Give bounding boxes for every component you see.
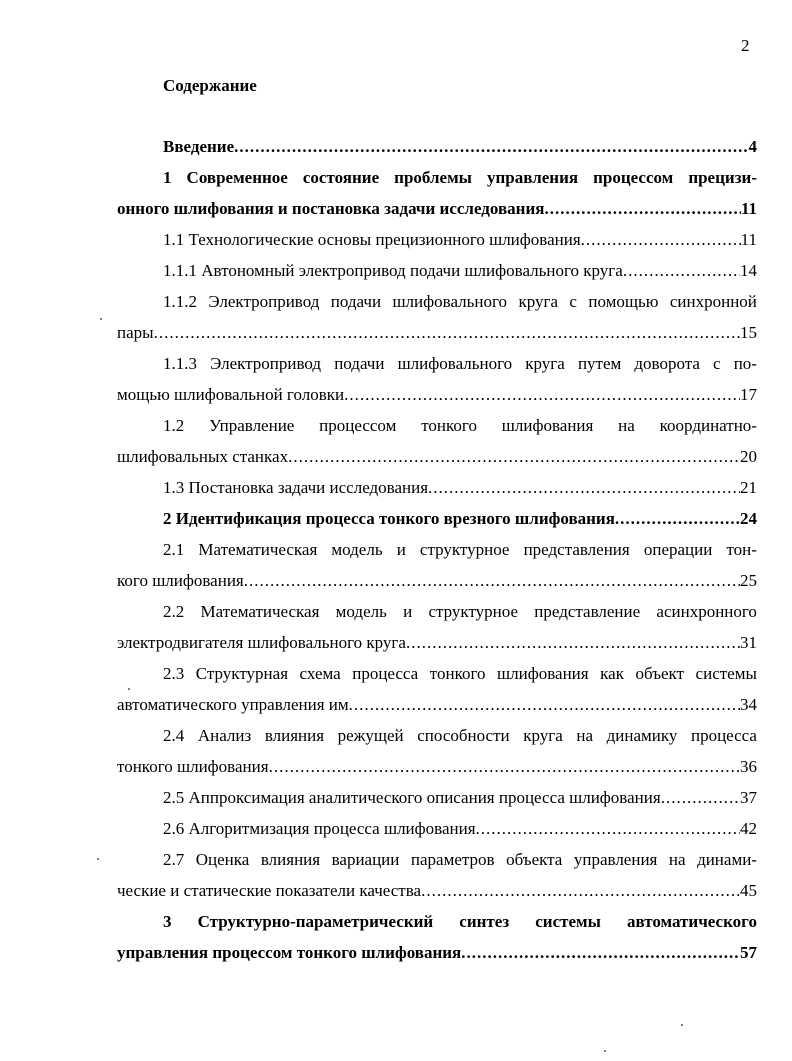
toc-word: Оценка [195, 850, 250, 869]
page-number: 2 [741, 36, 750, 55]
toc-word: на [618, 416, 635, 435]
toc-word: шлифования [501, 416, 594, 435]
toc-entry-title: 2.6 Алгоритмизация процесса шлифования [163, 819, 476, 838]
toc-page-number: 20 [740, 447, 757, 466]
toc-word: влияния [264, 726, 325, 745]
dot-leader [349, 693, 740, 717]
toc-entry-line [117, 848, 757, 872]
toc-entry-title: 1.1 Технологические основы прецизионного шлифования [163, 230, 581, 249]
toc-page-number: 11 [740, 199, 757, 218]
toc-page-number: 45 [740, 881, 757, 900]
toc-word: Современное [186, 168, 288, 187]
toc-word: координатно- [659, 416, 757, 435]
toc-word: доворота [634, 354, 700, 373]
toc-word: асинхронного [656, 602, 757, 621]
toc-entry-line [117, 321, 757, 345]
toc-page-number: 37 [740, 788, 757, 807]
toc-word: динамику [606, 726, 678, 745]
dot-leader [544, 197, 741, 221]
toc-word: 2.1 [163, 540, 185, 559]
toc-word: динами- [697, 850, 757, 869]
toc-entry-line [117, 755, 757, 779]
dot-leader [406, 631, 740, 655]
toc-word: 1.2 [163, 416, 185, 435]
toc-word: шлифовального [397, 354, 513, 373]
toc-entry-title: пары [117, 323, 154, 342]
scan-speck [100, 318, 102, 320]
toc-word: шлифовального [392, 292, 508, 311]
toc-word: синхронной [669, 292, 757, 311]
toc-entry-title: электродвигателя шлифовального круга [117, 633, 406, 652]
toc-word: влияния [260, 850, 321, 869]
toc-entry-line [117, 352, 757, 376]
toc-word: синтез [459, 912, 510, 931]
toc-entry-line [117, 290, 757, 314]
toc-entry-line [117, 879, 757, 903]
toc-word: путем [577, 354, 622, 373]
toc-page-number: 17 [740, 385, 757, 404]
toc-entry-line [117, 445, 757, 469]
toc-word: 2.2 [163, 602, 185, 621]
toc-page-number: 36 [740, 757, 757, 776]
toc-word: тонкого [421, 416, 477, 435]
scan-speck [97, 858, 99, 860]
toc-word: состояние [302, 168, 380, 187]
toc-entry-line [117, 724, 757, 748]
scan-speck [604, 1050, 606, 1052]
toc-entry-line [117, 197, 757, 221]
toc-page-number: 57 [740, 943, 757, 962]
toc-word: способности [417, 726, 510, 745]
toc-word: 1 [163, 168, 172, 187]
toc-word: представления [523, 540, 630, 559]
toc-page-number: 25 [740, 571, 757, 590]
toc-word: процесса [352, 664, 419, 683]
toc-word: круга [525, 354, 565, 373]
toc-entry-line [117, 786, 757, 810]
toc-entry-title: тонкого шлифования [117, 757, 269, 776]
toc-entry-line [117, 631, 757, 655]
toc-entry-line [117, 166, 757, 190]
toc-entry-line [117, 259, 757, 283]
dot-leader [615, 507, 740, 531]
toc-page-number: 14 [740, 261, 757, 280]
toc-entry-title: управления процессом тонкого шлифования [117, 943, 462, 962]
toc-entry-line [117, 414, 757, 438]
toc-word: и [396, 540, 406, 559]
toc-word: объекта [506, 850, 563, 869]
scan-speck [681, 1024, 683, 1026]
toc-word: параметров [410, 850, 495, 869]
toc-word: шлифования [497, 664, 589, 683]
toc-entry-title: ческие и статические показатели качества [117, 881, 422, 900]
toc-word: Структурно-параметрический [197, 912, 434, 931]
toc-word: Электропривод [208, 292, 320, 311]
toc-word: на [668, 850, 686, 869]
toc-word: помощью [588, 292, 659, 311]
toc-page-number: 11 [740, 230, 757, 249]
toc-entry-title: 2 Идентификация процесса тонкого врезного шлифования [163, 509, 615, 528]
toc-entry-title: кого шлифования [117, 571, 244, 590]
toc-word: прецизи- [688, 168, 757, 187]
toc-word: процесса [690, 726, 757, 745]
dot-leader [623, 259, 740, 283]
toc-entry-line [117, 135, 757, 159]
toc-word: по- [733, 354, 757, 373]
toc-entry-line [117, 507, 757, 531]
toc-word: структурное [419, 540, 510, 559]
toc-word: Анализ [197, 726, 252, 745]
toc-entry-line [117, 383, 757, 407]
toc-word: режущей [337, 726, 404, 745]
toc-word: 2.7 [163, 850, 185, 869]
toc-word: объект [635, 664, 685, 683]
toc-word: тонкого [429, 664, 486, 683]
toc-word: управления [573, 850, 658, 869]
toc-word: подачи [330, 292, 382, 311]
toc-word: Управление [209, 416, 295, 435]
toc-page-number: 31 [740, 633, 757, 652]
dot-leader [476, 817, 740, 841]
toc-word: Структурная [195, 664, 289, 683]
dot-leader [428, 476, 740, 500]
dot-leader [661, 786, 740, 810]
toc-entry-title: автоматического управления им [117, 695, 349, 714]
toc-word: управления [486, 168, 579, 187]
toc-heading: Содержание [163, 76, 257, 95]
toc-entry-line [117, 538, 757, 562]
toc-entry-title: Введение [163, 137, 235, 156]
toc-word: 1.1.3 [163, 354, 197, 373]
toc-word: системы [535, 912, 601, 931]
toc-word: Математическая [198, 540, 318, 559]
toc-word: и [403, 602, 413, 621]
toc-word: схема [299, 664, 341, 683]
toc-word: системы [695, 664, 757, 683]
toc-page-number: 15 [740, 323, 757, 342]
scan-speck [128, 688, 130, 690]
toc-entry-line [117, 662, 757, 686]
toc-word: модель [335, 602, 387, 621]
toc-word: тон- [726, 540, 757, 559]
toc-page-number: 21 [740, 478, 757, 497]
toc-entry-line [117, 941, 757, 965]
toc-word: Математическая [200, 602, 320, 621]
dot-leader [234, 135, 748, 159]
toc-entry-title: онного шлифования и постановка задачи исследования [117, 199, 545, 218]
toc-entry-title: 1.1.1 Автономный электропривод подачи шлифовального круга [163, 261, 623, 280]
toc-page-number: 24 [740, 509, 757, 528]
toc-word: процессом [593, 168, 674, 187]
toc-word: представление [534, 602, 641, 621]
toc-entry-line [117, 600, 757, 624]
dot-leader [154, 321, 740, 345]
toc-word: модель [331, 540, 383, 559]
toc-word: Электропривод [210, 354, 322, 373]
toc-word: операции [643, 540, 713, 559]
toc-word: как [600, 664, 624, 683]
toc-word: 1.1.2 [163, 292, 197, 311]
toc-word: 2.4 [163, 726, 185, 745]
dot-leader [269, 755, 740, 779]
toc-entry-line [117, 476, 757, 500]
toc-page-number: 34 [740, 695, 757, 714]
dot-leader [581, 228, 741, 252]
dot-leader [344, 383, 740, 407]
toc-word: на [576, 726, 594, 745]
dot-leader [288, 445, 740, 469]
toc-entry-line [117, 693, 757, 717]
toc-word: круга [523, 726, 563, 745]
toc-entry-line [117, 569, 757, 593]
toc-entry-title: 2.5 Аппроксимация аналитического описания процесса шлифования [163, 788, 661, 807]
toc-page-number: 42 [740, 819, 757, 838]
toc-entry-line [117, 228, 757, 252]
toc-word: подачи [334, 354, 385, 373]
toc-word: автоматического [626, 912, 757, 931]
toc-entry-title: шлифовальных станках [117, 447, 289, 466]
toc-word: круга [518, 292, 559, 311]
toc-entry-title: 1.3 Постановка задачи исследования [163, 478, 429, 497]
toc-word: 3 [163, 912, 172, 931]
toc-word: структурное [428, 602, 519, 621]
toc-entry-line [117, 910, 757, 934]
toc-word: процессом [319, 416, 397, 435]
toc-word: вариации [331, 850, 400, 869]
toc-word: с [713, 354, 721, 373]
dot-leader [421, 879, 740, 903]
toc-entry-title: мощью шлифовальной головки [117, 385, 345, 404]
toc-entry-line [117, 817, 757, 841]
dot-leader [461, 941, 740, 965]
toc-word: с [569, 292, 577, 311]
dot-leader [244, 569, 740, 593]
toc-page-number: 4 [748, 137, 757, 156]
toc-word: 2.3 [163, 664, 185, 683]
toc-word: проблемы [394, 168, 472, 187]
